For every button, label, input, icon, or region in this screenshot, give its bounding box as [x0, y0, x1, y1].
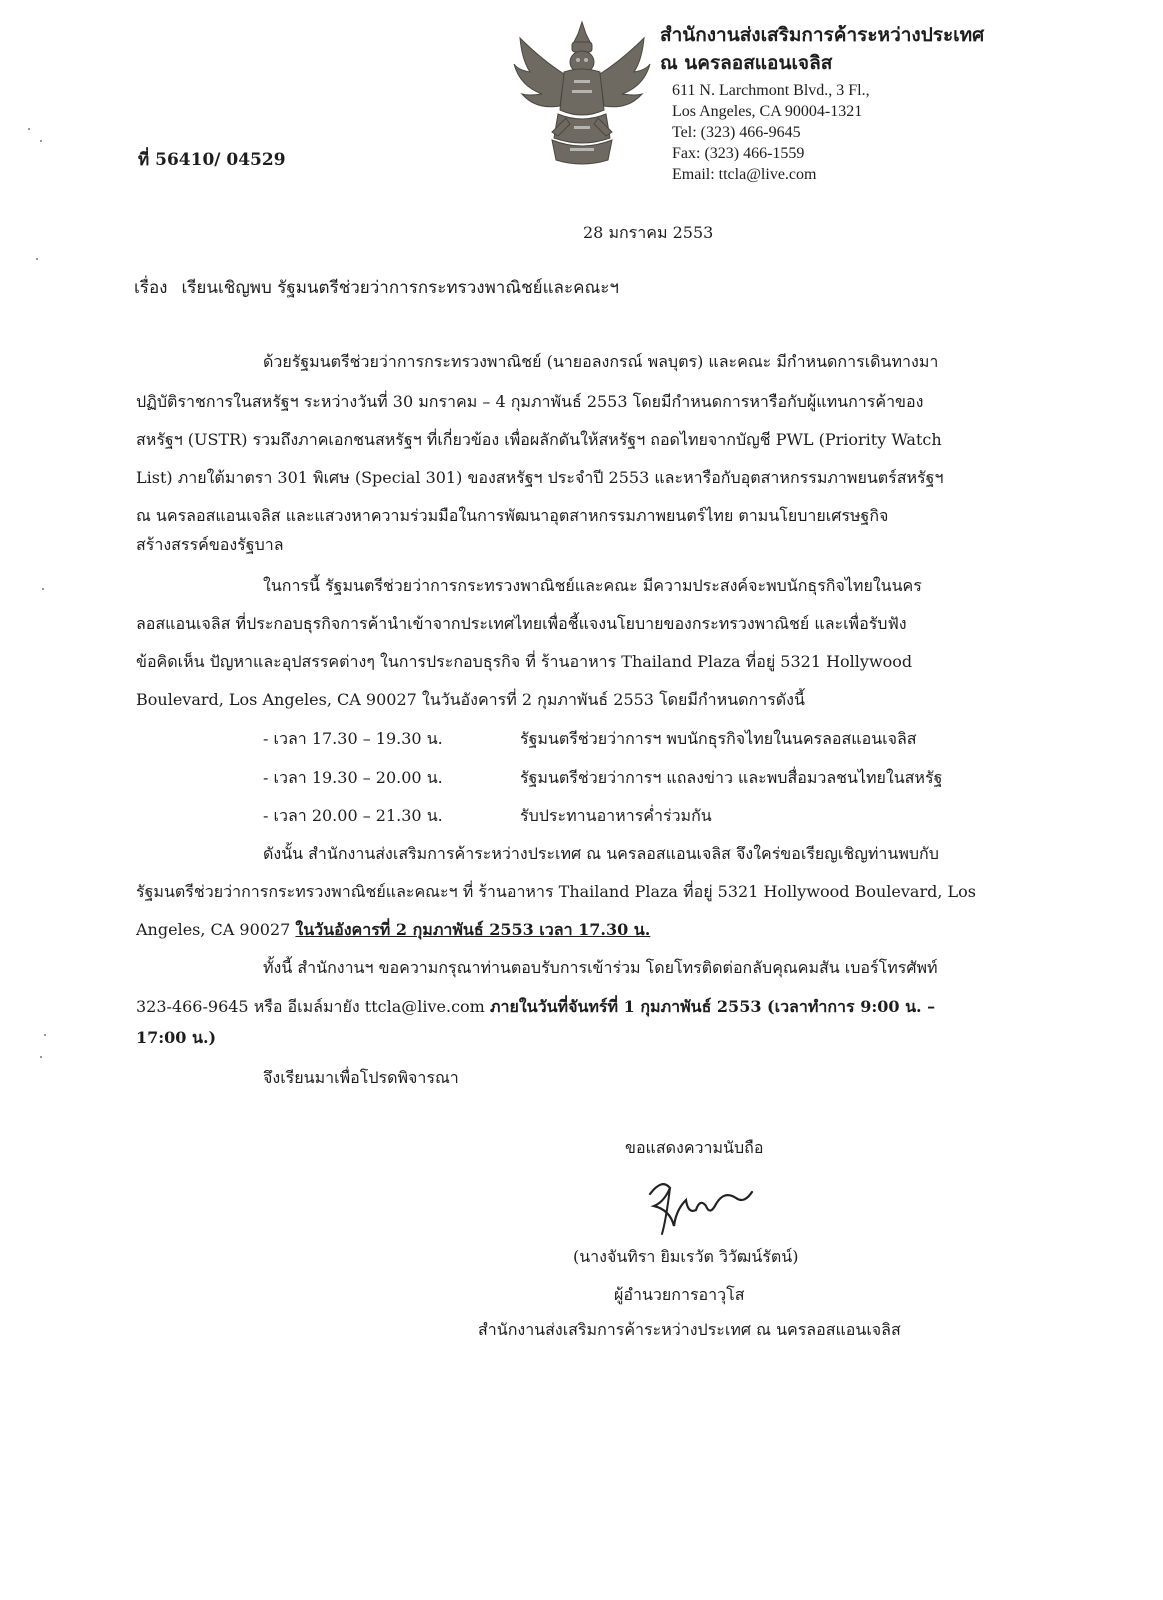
garuda-emblem-icon — [512, 20, 652, 170]
subject-label: เรื่อง — [134, 278, 168, 298]
scan-speck — [40, 1056, 42, 1058]
office-city-th: ณ นครลอสแอนเจลิส — [660, 52, 833, 74]
para4-line: ทั้งนี้ สำนักงานฯ ขอความกรุณาท่านตอบรับการเข้าร่วม โดยโทรติดต่อกลับคุณคมสัน เบอร์โทรศัพท์ — [263, 958, 938, 977]
scan-speck — [42, 588, 44, 590]
para2-line: ลอสแอนเจลิส ที่ประกอบธุรกิจการค้านำเข้าจากประเทศไทยเพื่อชี้แจงนโยบายของกระทรวงพาณิชย์ และเพื่อรับฟัง — [136, 614, 907, 633]
scan-speck — [36, 258, 38, 260]
office-name-th: สำนักงานส่งเสริมการค้าระหว่างประเทศ — [660, 24, 985, 46]
para1-line: ด้วยรัฐมนตรีช่วยว่าการกระทรวงพาณิชย์ (นายอลงกรณ์ พลบุตร) และคณะ มีกำหนดการเดินทางมา — [263, 352, 939, 371]
para1-line: สร้างสรรค์ของรัฐบาล — [136, 535, 284, 554]
para3-address-end: Angeles, CA 90027 — [136, 920, 291, 939]
fax-line: Fax: (323) 466-1559 — [672, 145, 805, 162]
contact-info: 323-466-9645 หรือ อีเมล์มายัง ttcla@live.com — [136, 997, 485, 1016]
subject-text: เรียนเชิญพบ รัฐมนตรีช่วยว่าการกระทรวงพาณิชย์และคณะฯ — [181, 278, 619, 298]
reference-number: ที่ 56410/ 04529 — [138, 150, 286, 170]
scan-speck — [44, 1034, 46, 1036]
para1-line: สหรัฐฯ (USTR) รวมถึงภาคเอกชนสหรัฐฯ ที่เกี่ยวข้อง เพื่อผลักดันให้สหรัฐฯ ถอดไทยจากบัญชี PWL (Priority Watch — [136, 430, 942, 449]
para2-line: Boulevard, Los Angeles, CA 90027 ในวันอังคารที่ 2 กุมภาพันธ์ 2553 โดยมีกำหนดการดังนี้ — [136, 690, 805, 709]
para1-line: List) ภายใต้มาตรา 301 พิเศษ (Special 301) ของสหรัฐฯ ประจำปี 2553 และหารือกับอุตสาหกรรมภาพยนตร์สหรัฐฯ — [136, 468, 944, 487]
address-line-1: 611 N. Larchmont Blvd., 3 Fl., — [672, 82, 870, 99]
schedule-time: - เวลา 19.30 – 20.00 น. — [263, 768, 443, 787]
schedule-desc: รัฐมนตรีช่วยว่าการฯ แถลงข่าว และพบสื่อมวลชนไทยในสหรัฐ — [520, 768, 943, 787]
schedule-desc: รับประทานอาหารค่ำร่วมกัน — [520, 806, 712, 825]
tel-line: Tel: (323) 466-9645 — [672, 124, 801, 141]
letter-date: 28 มกราคม 2553 — [583, 223, 714, 242]
scan-speck — [40, 140, 42, 142]
para3-line: ดังนั้น สำนักงานส่งเสริมการค้าระหว่างประเทศ ณ นครลอสแอนเจลิส จึงใคร่ขอเรียญเชิญท่านพบกับ — [263, 844, 939, 863]
scan-speck — [28, 128, 30, 130]
closing-request: จึงเรียนมาเพื่อโปรดพิจารณา — [263, 1068, 459, 1087]
email-line: Email: ttcla@live.com — [672, 166, 817, 183]
signer-title: ผู้อำนวยการอาวุโส — [614, 1285, 745, 1304]
para4-line: 17:00 น.) — [136, 1028, 217, 1047]
para3-line — [136, 918, 650, 943]
para3-line: รัฐมนตรีช่วยว่าการกระทรวงพาณิชย์และคณะฯ ที่ ร้านอาหาร Thailand Plaza ที่อยู่ 5321 Hollywood Boulevard, Los — [136, 882, 976, 901]
para1-line: ณ นครลอสแอนเจลิส และแสวงหาความร่วมมือในการพัฒนาอุตสาหกรรมภาพยนตร์ไทย ตามนโยบายเศรษฐกิจ — [136, 506, 889, 525]
address-line-2: Los Angeles, CA 90004-1321 — [672, 103, 863, 120]
schedule-time: - เวลา 17.30 – 19.30 น. — [263, 729, 443, 748]
regards: ขอแสดงความนับถือ — [625, 1138, 764, 1157]
schedule-time: - เวลา 20.00 – 21.30 น. — [263, 806, 443, 825]
para2-line: ในการนี้ รัฐมนตรีช่วยว่าการกระทรวงพาณิชย์และคณะ มีความประสงค์จะพบนักธุรกิจไทยในนคร — [263, 576, 922, 595]
signer-name: (นางจันทิรา ยิมเรวัต วิวัฒน์รัตน์) — [573, 1247, 799, 1266]
para2-line: ข้อคิดเห็น ปัญหาและอุปสรรคต่างๆ ในการประกอบธุรกิจ ที่ ร้านอาหาร Thailand Plaza ที่อยู่ 5321 Hollywood — [136, 652, 913, 671]
rsvp-deadline: ภายในวันที่จันทร์ที่ 1 กุมภาพันธ์ 2553 (เวลาทำการ 9:00 น. – — [489, 997, 936, 1016]
signature — [640, 1170, 770, 1240]
subject-line — [134, 274, 619, 301]
para1-line: ปฏิบัติราชการในสหรัฐฯ ระหว่างวันที่ 30 มกราคม – 4 กุมภาพันธ์ 2553 โดยมีกำหนดการหารือกับผู้แทนการค้าของ — [136, 392, 924, 411]
meeting-datetime: ในวันอังคารที่ 2 กุมภาพันธ์ 2553 เวลา 17.30 น. — [295, 920, 651, 939]
schedule-desc: รัฐมนตรีช่วยว่าการฯ พบนักธุรกิจไทยในนครลอสแอนเจลิส — [520, 729, 917, 748]
signer-office: สำนักงานส่งเสริมการค้าระหว่างประเทศ ณ นครลอสแอนเจลิส — [478, 1320, 901, 1339]
para4-line — [136, 995, 935, 1020]
